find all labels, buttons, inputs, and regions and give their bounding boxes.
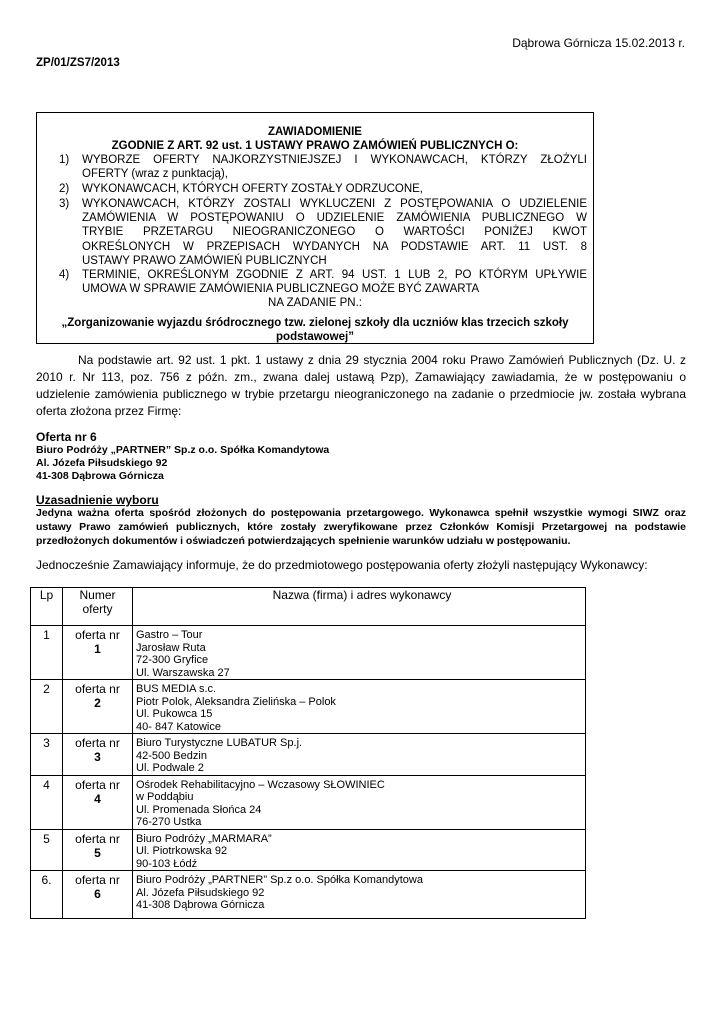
item-number: 2) — [59, 183, 70, 195]
row-contractor — [133, 626, 586, 680]
row-lp: 1 — [31, 626, 63, 680]
row-offer — [63, 734, 133, 776]
offer-number: 6 — [94, 887, 101, 901]
contractor-line: Ul. Pukowca 15 — [136, 708, 213, 720]
contractor-line: 90-103 Łódź — [136, 857, 198, 870]
row-offer — [63, 775, 133, 829]
offer-number: 5 — [94, 845, 101, 860]
table-row — [31, 871, 586, 919]
offer-number: 4 — [94, 791, 101, 806]
item-line: ZAMÓWIENIA W POSTĘPOWANIU O UDZIELENIE ZAMÓWIENIA PUBLICZNEGO W — [82, 212, 587, 224]
table-row — [31, 829, 586, 871]
notice-title: ZAWIADOMIENIE — [268, 126, 362, 138]
contractor-line: 41-308 Dąbrowa Górnicza — [136, 899, 265, 911]
item-line: OKREŚLONYCH W PRZEPISACH WYDANYCH NA PODSTAWIE ART. 11 UST. 8 — [82, 241, 587, 253]
contractor-line: Ul. Promenada Słońca 24 — [136, 803, 262, 816]
header-offer-number — [63, 588, 133, 626]
table-row — [31, 680, 586, 734]
row-offer — [63, 626, 133, 680]
row-contractor — [133, 871, 586, 919]
document-date: Dąbrowa Górnicza 15.02.2013 r. — [512, 36, 685, 50]
contractor-line: Ośrodek Rehabilitacyjno – Wczasowy SŁOWINIEC — [136, 778, 385, 791]
item-line: WYKONAWCACH, KTÓRYCH OFERTY ZOSTAŁY ODRZUCONE, — [82, 183, 423, 195]
contractor-line: Biuro Podróży „PARTNER” Sp.z o.o. Spółka Komandytowa — [136, 874, 423, 886]
offer-number: 1 — [94, 642, 101, 656]
item-number: 4) — [59, 269, 70, 281]
contractor-line: 72-300 Gryfice — [136, 654, 209, 666]
row-contractor — [133, 680, 586, 734]
offer-number: 3 — [94, 750, 101, 764]
row-offer — [63, 680, 133, 734]
winning-offer-street: Al. Józefa Piłsudskiego 92 — [36, 457, 168, 469]
contractor-line: Biuro Podróży „MARMARA” — [136, 832, 272, 845]
row-lp: 4 — [31, 775, 63, 829]
bidders-intro: Jednocześnie Zamawiający informuje, że do przedmiotowego postępowania oferty złożyli następujący Wykonawcy: — [36, 558, 648, 572]
justification-text: Jedyna ważna oferta spośród złożonych do postępowania przetargowego. Wykonawca spełnił wszystkie wymogi SIWZ oraz ustawy Prawo zamówień publicznych, które zostały zweryfikowane przez Członków Komisji Przetargowej na podstawie przedłożonych dokumentów i oświadczeń potwierdzających spełnienie warunków udziału w postępowaniu. — [36, 507, 686, 547]
offer-label: oferta nr — [75, 831, 120, 846]
offer-label: oferta nr — [75, 736, 120, 750]
row-lp: 3 — [31, 734, 63, 776]
row-lp: 5 — [31, 829, 63, 871]
task-name: „Zorganizowanie wyjazdu śródrocznego tzw. zielonej szkoły dla uczniów klas trzecich szkoły — [61, 317, 569, 329]
winning-offer-company: Biuro Podróży „PARTNER” Sp.z o.o. Spółka Komandytowa — [36, 444, 330, 456]
row-contractor — [133, 775, 586, 829]
item-number: 3) — [59, 198, 70, 210]
contractor-line: Ul. Piotrkowska 92 — [136, 845, 228, 857]
row-lp: 2 — [31, 680, 63, 734]
contractor-line: 42-500 Bedzin — [136, 749, 207, 762]
table-row — [31, 775, 586, 829]
winning-offer-title: Oferta nr 6 — [36, 430, 97, 444]
winning-offer-city: 41-308 Dąbrowa Górnicza — [36, 470, 164, 482]
reference-number: ZP/01/ZS7/2013 — [36, 57, 120, 69]
offer-label: oferta nr — [75, 873, 120, 887]
contractor-line: Al. Józefa Piłsudskiego 92 — [136, 886, 265, 899]
offer-label: oferta nr — [75, 777, 120, 792]
item-line: WYBORZE OFERTY NAJKORZYSTNIEJSZEJ I WYKONAWCACH, KTÓRZY ZŁOŻYLI — [82, 154, 587, 166]
task-label: NA ZADANIE PN.: — [268, 297, 362, 309]
contractor-line: Gastro – Tour — [136, 629, 203, 641]
item-line: TRYBIE PRZETARGU NIEOGRANICZONEGO O WARTOŚCI PONIŻEJ KWOT — [82, 226, 587, 238]
contractor-line: w Poddąbiu — [136, 791, 194, 803]
contractor-line: 40- 847 Katowice — [136, 720, 221, 733]
item-line: UMOWA W SPRAWIE ZAMÓWIENIA PUBLICZNEGO MOŻE BYĆ ZAWARTA — [82, 283, 480, 295]
item-line: WYKONAWCACH, KTÓRZY ZOSTALI WYKLUCZENI Z POSTĘPOWANIA O UDZIELENIE — [82, 198, 587, 210]
row-offer — [63, 871, 133, 919]
header-offer-number-2: oferty — [82, 602, 113, 616]
contractor-line: Piotr Polok, Aleksandra Zielińska – Polok — [136, 695, 336, 708]
item-line: TERMINIE, OKREŚLONYM ZGODNIE Z ART. 94 UST. 1 LUB 2, PO KTÓRYM UPŁYWIE — [82, 269, 587, 281]
offer-label: oferta nr — [75, 682, 120, 696]
intro-text: Na podstawie art. 92 ust. 1 pkt. 1 ustawy z dnia 29 stycznia 2004 roku Prawo Zamówień Publicznych (Dz. U. z 2010 r. Nr 113, poz. 756 z późn. zm., zwana dalej ustawą Pzp), Zamawiający zawiadamia, że w postępowaniu o udzielenie zamówienia publicznego w trybie przetargu nieograniczonego na zadanie o przedmiocie jw. została wybrana oferta złożona przez Firmę: — [36, 353, 686, 418]
contractor-line: Ul. Podwale 2 — [136, 762, 204, 774]
item-number: 1) — [59, 154, 70, 166]
contractor-line: Jarosław Ruta — [136, 641, 206, 654]
item-line: OFERTY (wraz z punktacją), — [82, 168, 228, 180]
justification-title: Uzasadnienie wyboru — [36, 493, 159, 507]
offer-number: 2 — [94, 696, 101, 710]
task-name-cont: podstawowej” — [276, 331, 354, 343]
header-offer-number-1: Numer — [79, 588, 116, 602]
contractor-line: Ul. Warszawska 27 — [136, 666, 230, 679]
contractor-line: BUS MEDIA s.c. — [136, 683, 217, 695]
header-lp: Lp — [31, 588, 63, 626]
table-row — [31, 734, 586, 776]
contractor-line: 76-270 Ustka — [136, 816, 202, 828]
offers-table — [30, 587, 586, 919]
row-offer — [63, 829, 133, 871]
row-contractor — [133, 829, 586, 871]
item-line: USTAWY PRAWO ZAMÓWIEŃ PUBLICZNYCH — [82, 255, 327, 267]
table-row — [31, 626, 586, 680]
offer-label: oferta nr — [75, 628, 120, 642]
header-contractor: Nazwa (firma) i adres wykonawcy — [133, 588, 586, 626]
notice-subtitle: ZGODNIE Z ART. 92 ust. 1 USTAWY PRAWO ZAMÓWIEŃ PUBLICZNYCH O: — [111, 140, 519, 152]
intro-paragraph — [36, 352, 686, 420]
row-lp: 6. — [31, 871, 63, 919]
notice-box — [36, 112, 594, 344]
row-contractor — [133, 734, 586, 776]
table-header-row — [31, 588, 586, 626]
contractor-line: Biuro Turystyczne LUBATUR Sp.j. — [136, 737, 303, 749]
